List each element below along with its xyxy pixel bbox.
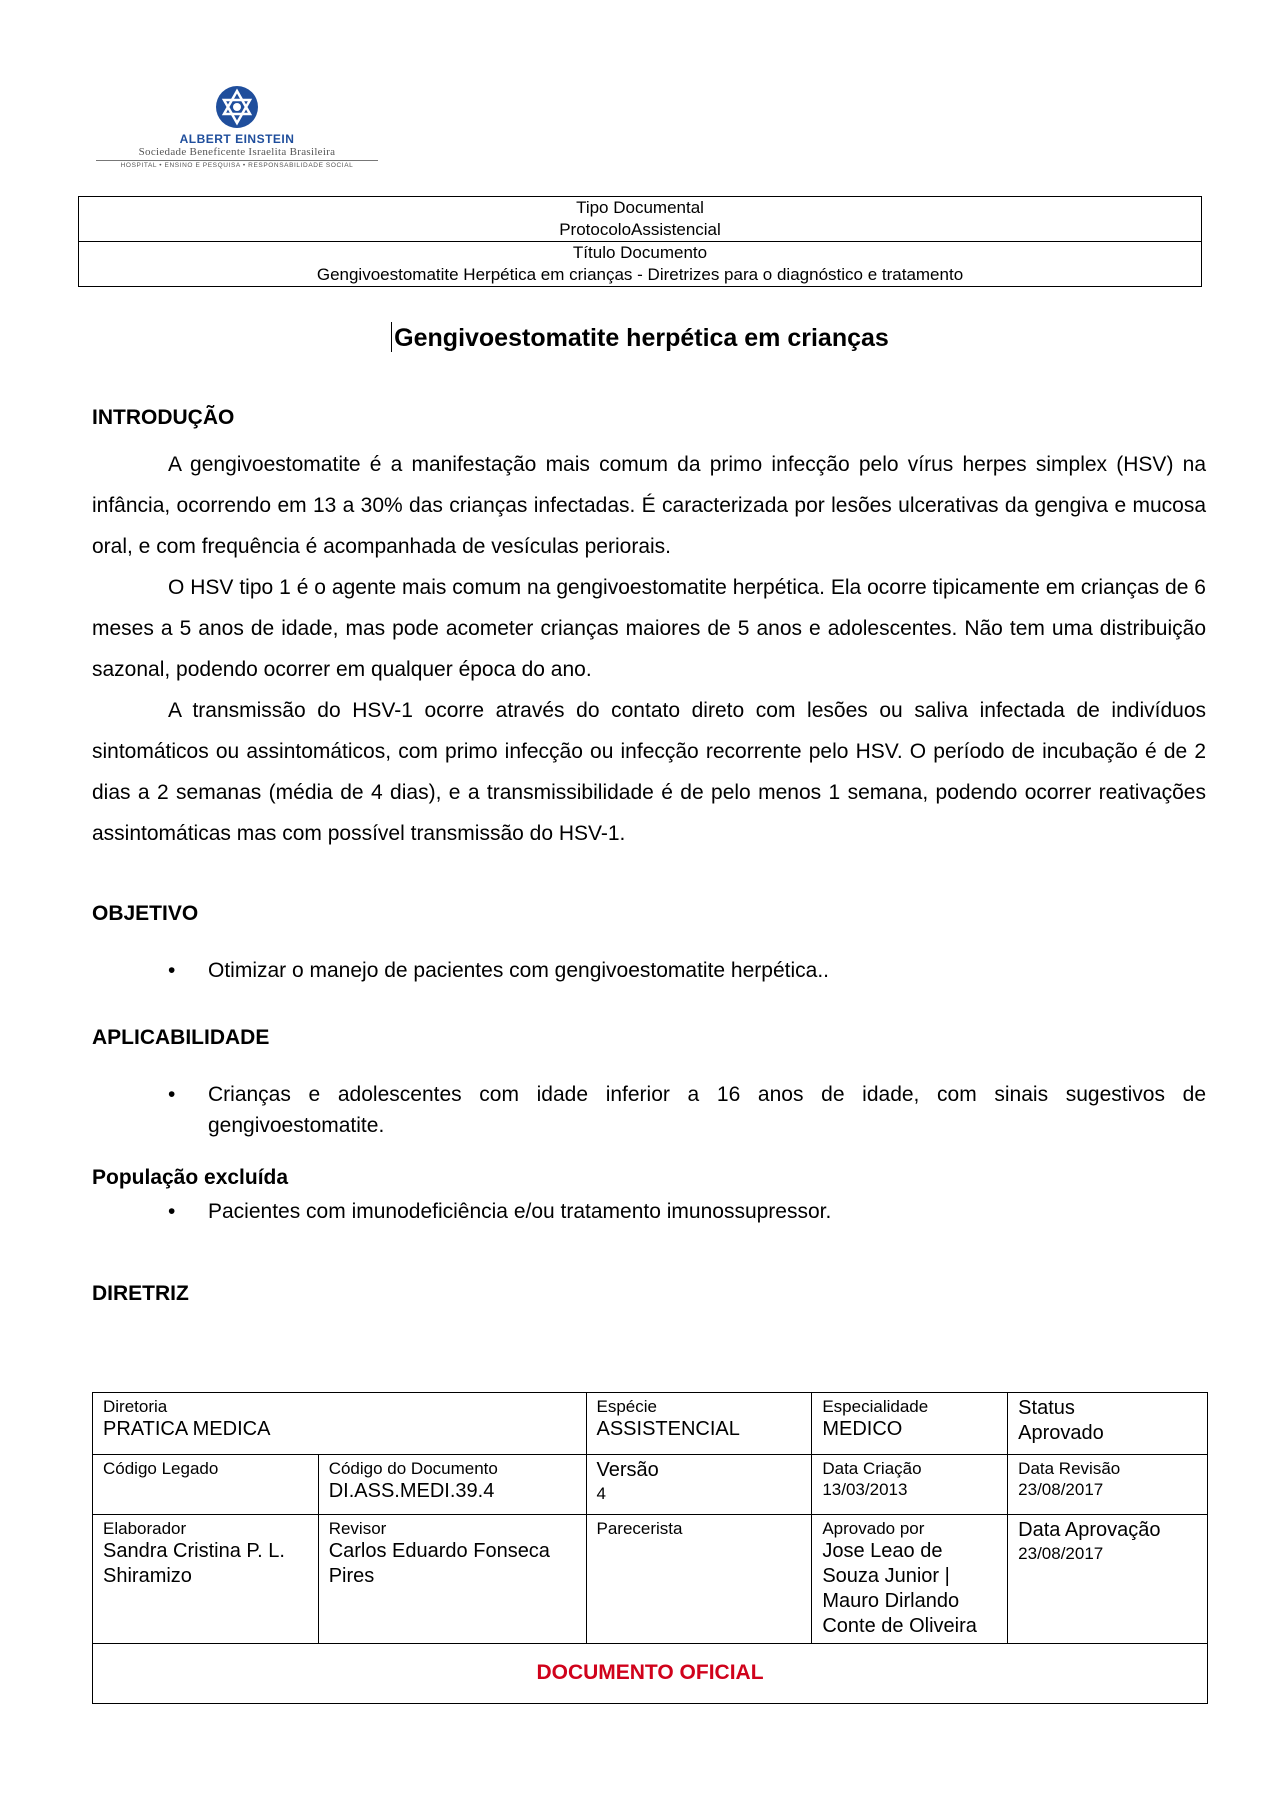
aplicabilidade-list-item [170,1079,1206,1141]
diretriz-heading: DIRETRIZ [92,1282,189,1305]
codigo-documento-value: DI.ASS.MEDI.39.4 [328,1480,495,1502]
page-title-text: Gengivoestomatite herpética em crianças [394,324,889,352]
aplicabilidade-item-text: • Crianças e adolescentes com idade inferior a 16 anos de idade, com sinais sugestivos de gengivoestomatite. [208,1083,1206,1137]
status-label: Status [1018,1397,1075,1419]
versao-cell [586,1455,812,1515]
especialidade-cell [812,1393,1008,1455]
especie-value: ASSISTENCIAL [596,1418,740,1440]
tipo-documental-cell [79,197,1202,242]
diretoria-value: PRATICA MEDICA [103,1418,271,1440]
tipo-documental-value: ProtocoloAssistencial [559,220,721,239]
document-metadata-table [92,1392,1208,1704]
logo-divider [96,160,378,161]
revisor-cell [318,1515,586,1644]
introducao-body [92,444,1206,854]
diretoria-label: Diretoria [103,1397,168,1416]
codigo-legado-cell [93,1455,319,1515]
especie-cell [586,1393,812,1455]
status-cell [1008,1393,1208,1455]
parecerista-label: Parecerista [596,1519,683,1538]
logo-subtitle: Sociedade Beneficente Israelita Brasileira [138,146,336,158]
albert-einstein-logo [92,84,382,176]
document-header-table [78,196,1202,287]
revisor-value: Carlos Eduardo Fonseca Pires [328,1540,550,1587]
logo-tagline: HOSPITAL • ENSINO E PESQUISA • RESPONSABILIDADE SOCIAL [120,162,354,169]
documento-oficial-cell [93,1644,1208,1704]
populacao-excluida-item-text: • Pacientes com imunodeficiência e/ou tratamento imunossupressor. [208,1200,832,1223]
logo-brand: ALBERT EINSTEIN [179,132,295,146]
data-criacao-cell [812,1455,1008,1515]
aprovado-por-cell [812,1515,1008,1644]
text-cursor [391,322,392,352]
codigo-documento-label: Código do Documento [328,1459,498,1478]
aprovado-por-value: Jose Leao de Souza Junior | Mauro Dirlando Conte de Oliveira [822,1540,977,1637]
revisor-label: Revisor [328,1519,387,1538]
introducao-paragraph: A transmissão do HSV-1 ocorre através do contato direto com lesões ou saliva infectada de indivíduos sintomáticos ou assintomáticos, com primo infecção ou infecção recorrente pelo HSV. O período de incubação é de 2 dias a 2 semanas (média de 4 dias), e a transmissibilidade é de pelo menos 1 semana, podendo ocorrer reativações assintomáticas mas com possível transmissão do HSV-1. [92,699,1206,845]
aplicabilidade-heading: APLICABILIDADE [92,1026,270,1049]
star-of-david-logo-icon [213,84,261,130]
parecerista-cell [586,1515,812,1644]
versao-label: Versão [596,1459,659,1481]
tipo-documental-label: Tipo Documental [576,198,704,217]
data-revisao-label: Data Revisão [1018,1459,1121,1478]
especialidade-value: MEDICO [822,1418,903,1440]
data-revisao-cell [1008,1455,1208,1515]
objetivo-list-item [170,955,1206,986]
especie-label: Espécie [596,1397,657,1416]
documento-oficial-stamp: DOCUMENTO OFICIAL [536,1661,764,1684]
status-value: Aprovado [1018,1422,1104,1444]
titulo-documento-label: Título Documento [572,243,708,262]
elaborador-value: Sandra Cristina P. L. Shiramizo [103,1540,285,1587]
data-revisao-value: 23/08/2017 [1018,1480,1104,1499]
versao-value: 4 [596,1484,606,1503]
diretoria-cell [93,1393,587,1455]
aprovado-por-label: Aprovado por [822,1519,925,1538]
data-aprovacao-cell [1008,1515,1208,1644]
introducao-heading: INTRODUÇÃO [92,406,235,429]
data-aprovacao-value: 23/08/2017 [1018,1544,1104,1563]
objetivo-item-text: • Otimizar o manejo de pacientes com gengivoestomatite herpética.. [208,959,829,982]
populacao-excluida-list-item [170,1196,1206,1227]
titulo-documento-cell [79,242,1202,287]
data-criacao-value: 13/03/2013 [822,1480,908,1499]
objetivo-heading: OBJETIVO [92,902,199,925]
data-aprovacao-label: Data Aprovação [1018,1519,1161,1541]
elaborador-cell [93,1515,319,1644]
introducao-paragraph: A gengivoestomatite é a manifestação mais comum da primo infecção pelo vírus herpes simplex (HSV) na infância, ocorrendo em 13 a 30% das crianças infectadas. É caracterizada por lesões ulcerativas da gengiva e mucosa oral, e com frequência é acompanhada de vesículas periorais. [92,453,1206,558]
codigo-documento-cell [318,1455,586,1515]
codigo-legado-label: Código Legado [103,1459,219,1478]
elaborador-label: Elaborador [103,1519,187,1538]
page-title [0,322,1280,353]
especialidade-label: Especialidade [822,1397,929,1416]
data-criacao-label: Data Criação [822,1459,922,1478]
introducao-paragraph: O HSV tipo 1 é o agente mais comum na gengivoestomatite herpética. Ela ocorre tipicamente em crianças de 6 meses a 5 anos de idade, mas pode acometer crianças maiores de 5 anos e adolescentes. Não tem uma distribuição sazonal, podendo ocorrer em qualquer época do ano. [92,576,1206,681]
populacao-excluida-heading: População excluída [92,1166,289,1189]
titulo-documento-value: Gengivoestomatite Herpética em crianças - Diretrizes para o diagnóstico e tratamento [316,265,964,284]
